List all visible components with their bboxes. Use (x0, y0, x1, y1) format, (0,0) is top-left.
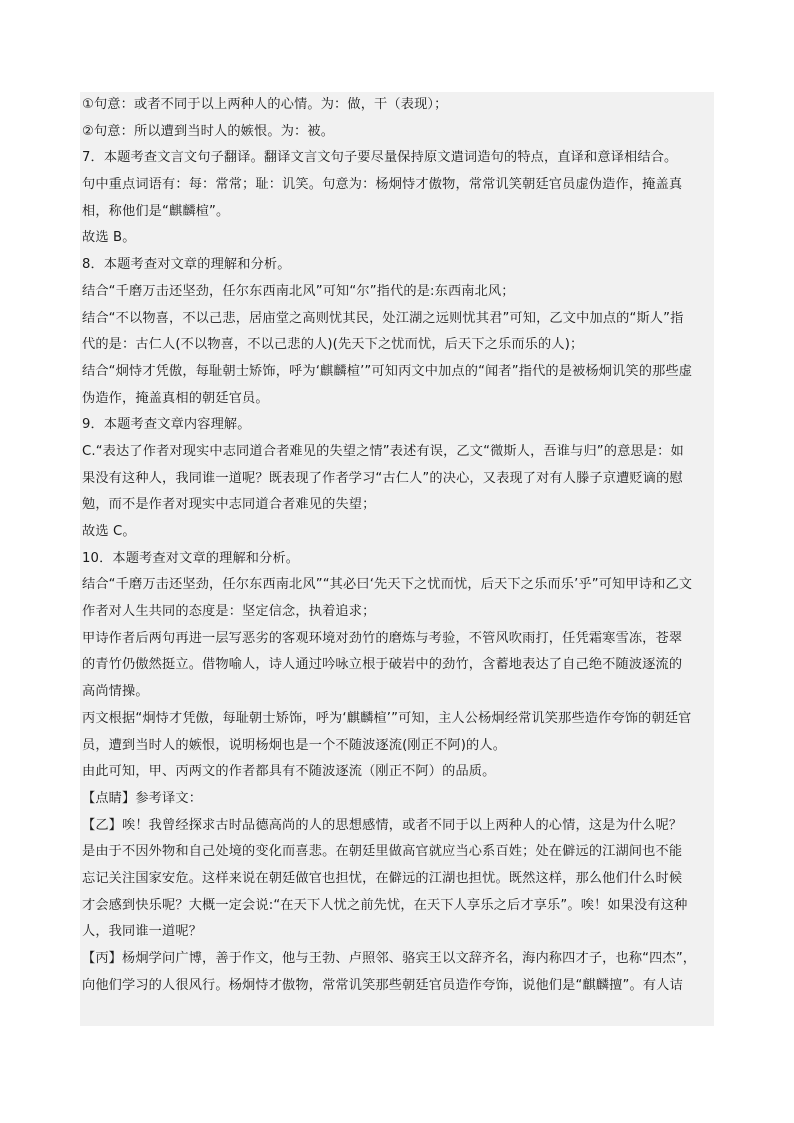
text-line: ②句意：所以遭到当时人的嫉恨。为：被。 (80, 119, 714, 146)
text-line: 结合“炯恃才凭傲，每耻朝士矫饰，呼为‘麒麟楦’”可知丙文中加点的“闻者”指代的是被杨炯讥笑的那些虚 (80, 359, 714, 386)
text-line: 故选 C。 (80, 519, 714, 546)
text-line: 相，称他们是“麒麟楦”。 (80, 199, 714, 226)
text-line: 果没有这种人，我同谁一道呢？既表现了作者学习“古仁人”的决心，又表现了对有人滕子京遭贬谪的慰 (80, 466, 714, 493)
text-line: 代的是：古仁人(不以物喜，不以己悲的人)(先天下之忧而忧，后天下之乐而乐的人)； (80, 332, 714, 359)
text-line: 【点睛】参考译文： (80, 786, 714, 813)
text-line: 忘记关注国家安危。这样来说在朝廷做官也担忧，在僻远的江湖也担忧。既然这样，那么他们什么时候 (80, 866, 714, 893)
text-line: 【乙】唉！我曾经探求古时品德高尚的人的思想感情，或者不同于以上两种人的心情，这是为什么呢？ (80, 813, 714, 840)
text-line: 由此可知，甲、丙两文的作者都具有不随波逐流（刚正不阿）的品质。 (80, 759, 714, 786)
text-line: 7．本题考查文言文句子翻译。翻译文言文句子要尽量保持原文遣词造句的特点，直译和意译相结合。 (80, 145, 714, 172)
text-line: 丙文根据“炯恃才凭傲，每耻朝士矫饰，呼为‘麒麟楦’”可知，主人公杨炯经常讥笑那些造作夸饰的朝廷官 (80, 706, 714, 733)
text-line: 句中重点词语有：每：常常；耻：讥笑。句意为：杨炯恃才傲物，常常讥笑朝廷官员虚伪造作，掩盖真 (80, 172, 714, 199)
text-line: 向他们学习的人很风行。杨炯恃才傲物，常常讥笑那些朝廷官员造作夸饰，说他们是“麒麟擅”。有人诘 (80, 973, 714, 1000)
text-line: 作者对人生共同的态度是：坚定信念，执着追求； (80, 599, 714, 626)
text-line: 9．本题考查文章内容理解。 (80, 412, 714, 439)
text-line: 结合“不以物喜，不以己悲，居庙堂之高则忧其民，处江湖之远则忧其君”可知，乙文中加点的“斯人”指 (80, 306, 714, 333)
text-line (80, 999, 714, 1026)
document-body (80, 92, 714, 1026)
text-line: 伪造作，掩盖真相的朝廷官员。 (80, 386, 714, 413)
text-line: 的青竹仍傲然挺立。借物喻人，诗人通过吟咏立根于破岩中的劲竹，含蓄地表达了自己绝不随波逐流的 (80, 652, 714, 679)
text-line: 勉，而不是作者对现实中志同道合者难见的失望； (80, 492, 714, 519)
text-line: 员，遭到当时人的嫉恨，说明杨炯也是一个不随波逐流(刚正不阿)的人。 (80, 733, 714, 760)
text-line: 才会感到快乐呢？大概一定会说:“在天下人忧之前先忧，在天下人享乐之后才享乐”。唉！如果没有这种 (80, 893, 714, 920)
text-line: 人，我同谁一道呢？ (80, 919, 714, 946)
text-line: 结合“千磨万击还坚劲，任尔东西南北风”“其必曰‘先天下之忧而忧，后天下之乐而乐’乎”可知甲诗和乙文 (80, 572, 714, 599)
text-line: 10．本题考查对文章的理解和分析。 (80, 546, 714, 573)
text-line: 8．本题考查对文章的理解和分析。 (80, 252, 714, 279)
text-line: 高尚情操。 (80, 679, 714, 706)
text-line: C.“表达了作者对现实中志同道合者难见的失望之情”表述有误，乙文“微斯人，吾谁与归”的意思是：如 (80, 439, 714, 466)
text-line: ①句意：或者不同于以上两种人的心情。为：做，干（表现）； (80, 92, 714, 119)
text-line: 故选 B。 (80, 225, 714, 252)
text-line: 结合“千磨万击还坚劲，任尔东西南北风”可知“尔”指代的是:东西南北风； (80, 279, 714, 306)
text-line: 是由于不因外物和自己处境的变化而喜悲。在朝廷里做高官就应当心系百姓；处在僻远的江湖间也不能 (80, 839, 714, 866)
text-line: 甲诗作者后两句再进一层写恶劣的客观环境对劲竹的磨炼与考验，不管风吹雨打，任凭霜寒雪冻，苍翠 (80, 626, 714, 653)
text-line: 【丙】杨炯学问广博，善于作文，他与王勃、卢照邻、骆宾王以文辞齐名，海内称四才子，也称“四杰”， (80, 946, 714, 973)
